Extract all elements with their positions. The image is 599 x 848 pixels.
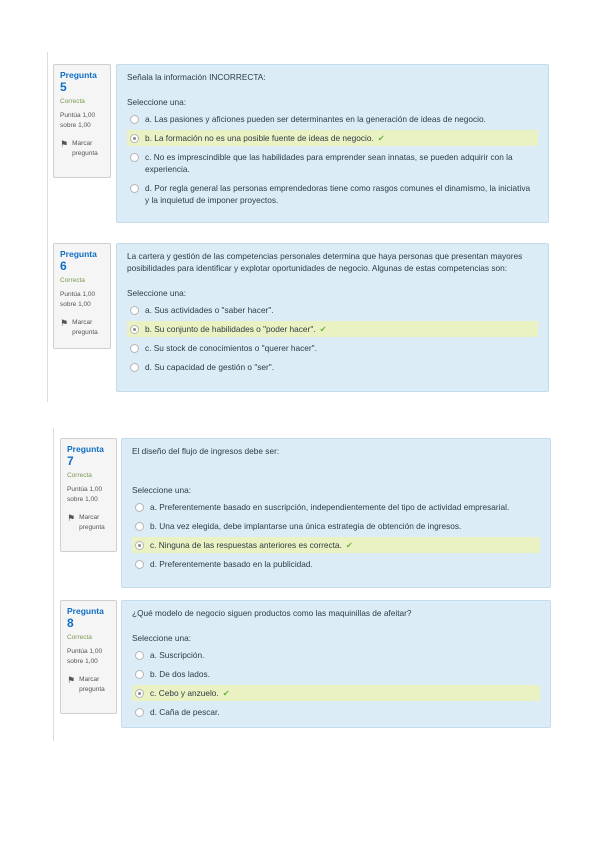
question-content: [116, 243, 549, 392]
answer-option-c[interactable]: c. Cebo y anzuelo. ✔: [132, 685, 540, 701]
flag-question-button[interactable]: ⚑ Marcar pregunta: [60, 139, 98, 157]
radio-button[interactable]: [135, 522, 144, 531]
question-content: [121, 438, 551, 588]
flag-icon: ⚑: [67, 675, 76, 685]
answer-prompt: Seleccione una:: [132, 633, 192, 643]
answer-list: [127, 111, 538, 211]
answer-option-a[interactable]: a. Sus actividades o "saber hacer".: [127, 302, 538, 318]
answer-option-c[interactable]: c. No es imprescindible que las habilidades para emprender sean innatas, se pueden adquirir con la experiencia.: [127, 149, 538, 177]
radio-button[interactable]: [130, 115, 139, 124]
answer-list: [132, 647, 540, 723]
radio-button[interactable]: [130, 153, 139, 162]
radio-button[interactable]: [135, 651, 144, 660]
answer-option-a[interactable]: a. Preferentemente basado en suscripción, independientemente del tipo de actividad empresarial.: [132, 499, 540, 515]
answer-option-a[interactable]: a. Suscripción.: [132, 647, 540, 663]
check-icon: ✔: [319, 324, 327, 334]
check-icon: ✔: [345, 540, 353, 550]
question-state: Correcta: [60, 277, 85, 284]
flag-icon: ⚑: [60, 139, 69, 149]
answer-option-a[interactable]: a. Las pasiones y aficiones pueden ser determinantes en la generación de ideas de negocio.: [127, 111, 538, 127]
answer-prompt: Seleccione una:: [132, 485, 192, 495]
answer-option-c[interactable]: c. Su stock de conocimientos o "querer hacer".: [127, 340, 538, 356]
answer-list: [132, 499, 540, 575]
radio-button[interactable]: [130, 306, 139, 315]
question-content: [121, 600, 551, 728]
question-grade: Puntúa 1,00 sobre 1,00: [67, 486, 103, 503]
question-info: [60, 438, 117, 552]
answer-option-d[interactable]: d. Preferentemente basado en la publicidad.: [132, 556, 540, 572]
question-state: Correcta: [67, 472, 92, 479]
answer-option-d[interactable]: d. Su capacidad de gestión o "ser".: [127, 359, 538, 375]
question-number: Pregunta 7: [67, 444, 104, 468]
answer-option-d[interactable]: d. Por regla general las personas emprendedoras tiene como rasgos comunes el dinamismo, la iniciativa y la inquietud de imponer proyectos.: [127, 180, 538, 208]
radio-button[interactable]: [135, 560, 144, 569]
radio-button[interactable]: [130, 134, 139, 143]
flag-icon: ⚑: [67, 513, 76, 523]
answer-option-b[interactable]: b. La formación no es una posible fuente de ideas de negocio. ✔: [127, 130, 538, 146]
answer-option-d[interactable]: d. Caña de pescar.: [132, 704, 540, 720]
question-info: [53, 64, 111, 178]
answer-option-b[interactable]: b. Su conjunto de habilidades o "poder hacer". ✔: [127, 321, 538, 337]
answer-list: [127, 302, 538, 378]
question-grade: Puntúa 1,00 sobre 1,00: [60, 291, 96, 308]
question-info: [53, 243, 111, 349]
question-content: [116, 64, 549, 223]
flag-question-button[interactable]: ⚑ Marcar pregunta: [67, 675, 105, 693]
question-number: Pregunta 6: [60, 249, 97, 273]
answer-option-c[interactable]: c. Ninguna de las respuestas anteriores es correcta. ✔: [132, 537, 540, 553]
answer-option-b[interactable]: b. De dos lados.: [132, 666, 540, 682]
radio-button[interactable]: [135, 541, 144, 550]
question-text: ¿Qué modelo de negocio siguen productos como las maquinillas de afeitar?: [132, 608, 412, 618]
check-icon: ✔: [377, 133, 385, 143]
radio-button[interactable]: [135, 689, 144, 698]
radio-button[interactable]: [130, 344, 139, 353]
question-text: La cartera y gestión de las competencias personales determina que haya personas que presentan mayores posibilidades para identificar y explotar oportunidades de negocio. Algunas de estas competencias son:: [127, 251, 523, 273]
flag-question-button[interactable]: ⚑ Marcar pregunta: [67, 513, 105, 531]
radio-button[interactable]: [130, 363, 139, 372]
page-section-1: [47, 52, 553, 402]
flag-question-button[interactable]: ⚑ Marcar pregunta: [60, 318, 98, 336]
question-grade: Puntúa 1,00 sobre 1,00: [60, 112, 96, 129]
flag-icon: ⚑: [60, 318, 69, 328]
radio-button[interactable]: [135, 708, 144, 717]
radio-button[interactable]: [130, 325, 139, 334]
question-text: Señala la información INCORRECTA:: [127, 72, 266, 82]
page-section-2: [53, 428, 554, 741]
question-state: Correcta: [60, 98, 85, 105]
question-grade: Puntúa 1,00 sobre 1,00: [67, 648, 103, 665]
question-state: Correcta: [67, 634, 92, 641]
radio-button[interactable]: [135, 503, 144, 512]
question-text: El diseño del flujo de ingresos debe ser:: [132, 446, 280, 456]
check-icon: ✔: [222, 688, 230, 698]
answer-prompt: Seleccione una:: [127, 288, 187, 298]
question-number: Pregunta 5: [60, 70, 97, 94]
answer-prompt: Seleccione una:: [127, 97, 187, 107]
answer-option-b[interactable]: b. Una vez elegida, debe implantarse una única estrategia de obtención de ingresos.: [132, 518, 540, 534]
question-number: Pregunta 8: [67, 606, 104, 630]
radio-button[interactable]: [135, 670, 144, 679]
question-info: [60, 600, 117, 714]
radio-button[interactable]: [130, 184, 139, 193]
